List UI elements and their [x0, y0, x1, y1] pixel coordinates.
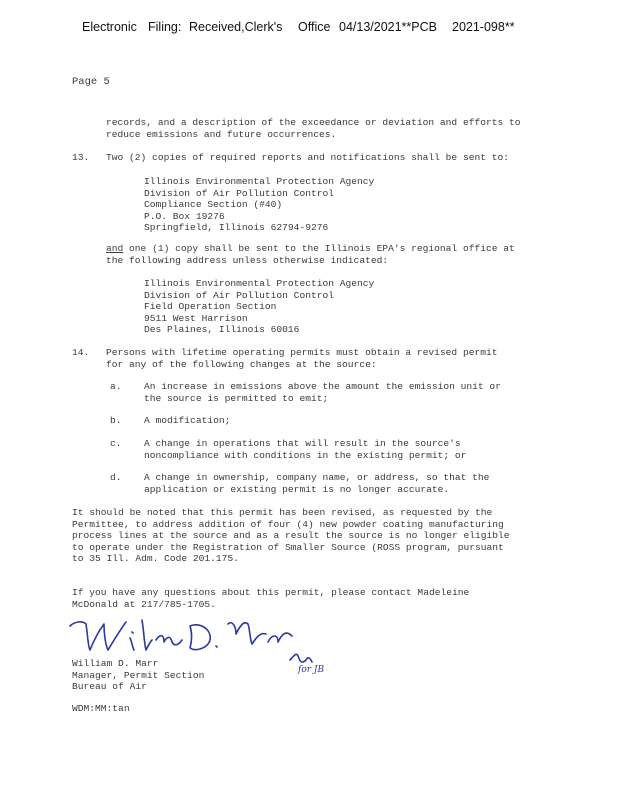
and-word: and	[106, 243, 124, 254]
revision-line: process lines at the source and as a result the source is no longer eligible	[72, 530, 510, 542]
filing-date: 04/13/2021**PCB	[339, 20, 437, 34]
regional-copy-text	[106, 243, 515, 266]
filing-type: Electronic	[82, 20, 137, 34]
signer-block	[72, 658, 204, 693]
regional-line-1: one (1) copy shall be sent to the Illinois EPA's regional office at	[123, 243, 515, 254]
address-line: 9511 West Harrison	[144, 312, 248, 324]
revision-line: to operate under the Registration of Smaller Source (ROSS program, pursuant	[72, 541, 504, 553]
continuation-text	[106, 117, 546, 140]
address-block-des-plaines	[144, 278, 374, 336]
subitem-c-letter: c.	[110, 438, 122, 449]
filing-label: Filing:	[148, 20, 182, 34]
filing-number: 2021-098**	[452, 20, 515, 34]
address-line: Des Plaines, Illinois 60016	[144, 324, 300, 336]
page-label: Page 5	[72, 76, 110, 88]
continuation-line: reduce emissions and future occurrences.	[106, 128, 337, 140]
subitem-c-text	[144, 438, 466, 461]
filing-received: Received,Clerk's	[189, 20, 283, 34]
subitem-d-text	[144, 472, 489, 495]
subitem-line: A change in ownership, company name, or address, so that the	[144, 472, 490, 483]
subitem-line: An increase in emissions above the amount the emission unit or	[144, 381, 501, 392]
item-13-intro: Two (2) copies of required reports and notifications shall be sent to:	[106, 152, 510, 163]
filing-office: Office	[298, 20, 331, 34]
address-line: P.O. Box 19276	[144, 210, 225, 222]
address-line: Division of Air Pollution Control	[144, 187, 334, 199]
contact-paragraph	[72, 587, 469, 610]
item-14-number: 14.	[72, 347, 90, 358]
regional-line-2: the following address unless otherwise indicated:	[106, 254, 389, 266]
signature-initials: for JB	[298, 665, 325, 674]
item-14-intro	[106, 347, 498, 370]
contact-line: If you have any questions about this permit, please contact Madeleine	[72, 587, 470, 598]
address-line: Illinois Environmental Protection Agency	[144, 278, 375, 289]
revision-line: Permittee, to address addition of four (4) new powder coating manufacturing	[72, 518, 504, 530]
continuation-line: records, and a description of the exceedance or deviation and efforts to	[106, 117, 521, 128]
subitem-a-letter: a.	[110, 381, 122, 392]
item-14-line: Persons with lifetime operating permits must obtain a revised permit	[106, 347, 498, 358]
subitem-b-text: A modification;	[144, 415, 231, 426]
signer-title: Manager, Permit Section	[72, 669, 205, 681]
subitem-line: noncompliance with conditions in the existing permit; or	[144, 449, 467, 461]
subitem-d-letter: d.	[110, 472, 122, 483]
address-block-springfield	[144, 176, 374, 234]
signer-bureau: Bureau of Air	[72, 681, 147, 693]
revision-line: It should be noted that this permit has been revised, as requested by the	[72, 507, 493, 518]
contact-line: McDonald at 217/785-1705.	[72, 598, 216, 610]
item-14-line: for any of the following changes at the source:	[106, 358, 377, 370]
reference-initials: WDM:MM:tan	[72, 703, 130, 714]
subitem-line: the source is permitted to emit;	[144, 392, 329, 404]
address-line: Field Operation Section	[144, 301, 277, 313]
item-13-number: 13.	[72, 152, 90, 163]
address-line: Division of Air Pollution Control	[144, 289, 334, 301]
address-line: Illinois Environmental Protection Agency	[144, 176, 375, 187]
subitem-a-text	[144, 381, 501, 404]
signer-name: William D. Marr	[72, 658, 159, 669]
revision-note	[72, 507, 510, 565]
subitem-b-letter: b.	[110, 415, 122, 426]
revision-line: to 35 Ill. Adm. Code 201.175.	[72, 553, 239, 565]
subitem-line: application or existing permit is no longer accurate.	[144, 483, 450, 495]
address-line: Springfield, Illinois 62794-9276	[144, 222, 329, 234]
subitem-line: A change in operations that will result in the source's	[144, 438, 461, 449]
address-line: Compliance Section (#40)	[144, 199, 283, 211]
